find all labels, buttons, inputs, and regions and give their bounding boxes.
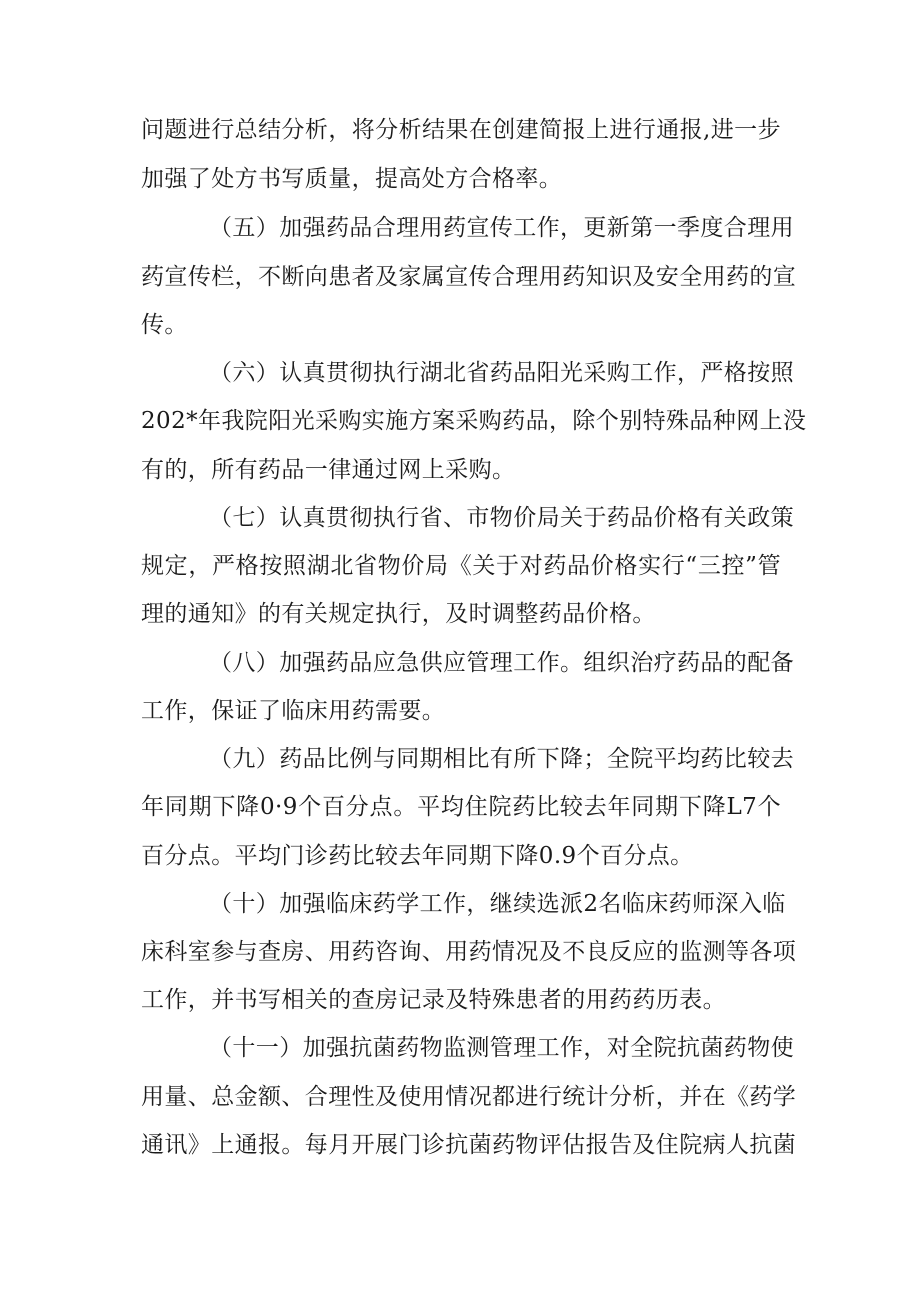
paragraph-line: （八）加强药品应急供应管理工作。组织治疗药品的配备	[209, 650, 794, 676]
paragraph-line: 理的通知》的有关规定执行，及时调整药品价格。	[141, 601, 656, 627]
paragraph-line: 年同期下降0·9个百分点。平均住院药比较去年同期下降L7个	[141, 794, 781, 820]
paragraph-line: 用量、总金额、合理性及使用情况都进行统计分析，并在《药学	[141, 1084, 797, 1110]
paragraph-line: （七）认真贯彻执行省、市物价局关于药品价格有关政策	[209, 505, 794, 531]
paragraph-line: 加强了处方书写质量，提高处方合格率。	[141, 166, 563, 192]
paragraph-line: 规定，严格按照湖北省物价局《关于对药品价格实行“三控”管	[141, 553, 781, 579]
paragraph-line: 百分点。平均门诊药比较去年同期下降0.9个百分点。	[141, 843, 694, 869]
paragraph-line: 202*年我院阳光采购实施方案采购药品，除个别特殊品种网上没	[141, 408, 807, 434]
paragraph-line: 问题进行总结分析，将分析结果在创建简报上进行通报,进一步	[141, 117, 781, 143]
paragraph-line: 通讯》上通报。每月开展门诊抗菌药物评估报告及住院病人抗菌	[141, 1132, 797, 1158]
paragraph-line: （六）认真贯彻执行湖北省药品阳光采购工作，严格按照	[209, 360, 794, 386]
paragraph-line: （十一）加强抗菌药物监测管理工作，对全院抗菌药物使	[209, 1035, 794, 1061]
paragraph-line: 传。	[141, 312, 188, 338]
paragraph-line: （九）药品比例与同期相比有所下降；全院平均药比较去	[209, 746, 794, 772]
paragraph-line: 工作，保证了临床用药需要。	[141, 698, 446, 724]
paragraph-line: （十）加强临床药学工作，继续选派2名临床药师深入临	[209, 891, 786, 917]
paragraph-line: 药宣传栏，不断向患者及家属宣传合理用药知识及安全用药的宣	[141, 264, 797, 290]
paragraph-line: （五）加强药品合理用药宣传工作，更新第一季度合理用	[209, 215, 794, 241]
paragraph-line: 有的，所有药品一律通过网上采购。	[141, 457, 516, 483]
paragraph-line: 床科室参与查房、用药咨询、用药情况及不良反应的监测等各项	[141, 939, 797, 965]
paragraph-line: 工作，并书写相关的查房记录及特殊患者的用药药历表。	[141, 987, 726, 1013]
